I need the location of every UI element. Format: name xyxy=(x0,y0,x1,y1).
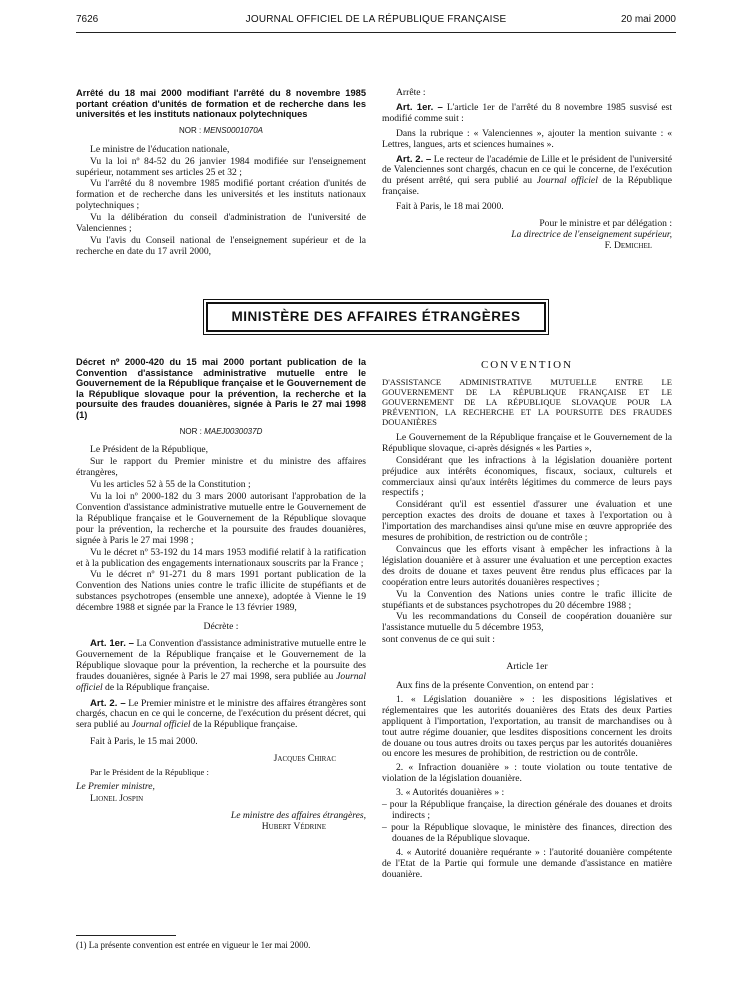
nor-label: NOR : xyxy=(178,125,204,135)
page-header xyxy=(76,14,676,30)
ministry-heading: MINISTÈRE DES AFFAIRES ÉTRANGÈRES xyxy=(206,302,546,332)
decret-article-2 xyxy=(76,699,366,732)
definition-1: 1. « Législation douanière » : les dispositions législatives et réglementaires que les autorités douanières des Etats des deux Parties appliquent à l'importation, l'exportation, au transit de marchandises ou à tout autre régime douanier, que lesdites dispositions concernent les droits de douane ou tous autres droits ou taxes perçus par les autorités douanières ou encore les mesures de prohibition, de restriction ou de contrôle. xyxy=(382,693,672,760)
arrete-word: Arrête : xyxy=(396,87,426,98)
header-rule xyxy=(76,32,676,33)
definition-2: 2. « Infraction douanière » : toute violation ou toute tentative de violation de la législation douanière. xyxy=(382,762,672,785)
premier-ministre-title: Le Premier ministre, xyxy=(76,780,155,792)
page-number: 7626 xyxy=(76,14,99,25)
journal-title: JOURNAL OFFICIEL DE LA RÉPUBLIQUE FRANÇAISE xyxy=(245,14,507,25)
footnote: (1) La présente convention est entrée en vigueur le 1er mai 2000. xyxy=(76,940,311,950)
article-label: Art. 1er. – xyxy=(90,637,134,649)
par-le-president: Par le Président de la République : xyxy=(90,767,209,778)
footnote-rule xyxy=(76,935,176,936)
arrete-signataire: F. Demichel xyxy=(604,239,652,251)
definition-4: 4. « Autorité douanière requérante » : l'autorité douanière compétente de l'Etat de la Partie qui formule une demande d'assistance en matière douanière. xyxy=(382,846,672,880)
nor-label: NOR : xyxy=(179,426,205,436)
convention-para: Convaincus que les efforts visant à empêcher les infractions à la législation douanière et à assurer une évaluation et une perception exactes des droits de douane et taxes peuvent être rendus plus efficaces par la coopération entre leurs autorités douanières respectives ; xyxy=(382,543,672,588)
article-label: Art. 2. – xyxy=(90,697,126,709)
arrete-right-column xyxy=(382,88,672,252)
ministre-title: Le ministre des affaires étrangères, xyxy=(230,809,366,821)
article-text: Le Premier ministre et le ministre des affaires étrangères sont chargés, chacun en ce qui le concerne, de l'exécution du présent décret, qui sera publié au xyxy=(76,697,366,731)
arrete-pour: Pour le ministre et par délégation : xyxy=(539,218,672,230)
decret-column xyxy=(76,357,366,833)
convention-subtitle: D'ASSISTANCE ADMINISTRATIVE MUTUELLE ENTRE LE GOUVERNEMENT DE LA RÉPUBLIQUE FRANÇAISE ET LE GOUVERNEMENT DE LA RÉPUBLIQUE SLOVAQUE POUR LA PRÉVENTION, LA RECHERCHE ET LA POURSUITE DES FRAUDES DOUANIÈRES xyxy=(382,376,672,427)
decret-para: Vu la loi nº 2000-182 du 3 mars 2000 autorisant l'approbation de la Convention d'assistance administrative mutuelle entre le Gouvernement de la République française et le Gouvernement de la République slovaque pour la prévention, la recherche et la poursuite des fraudes douanières, signée à Paris le 27 mai 1998 ; xyxy=(76,491,366,546)
president-name: Jacques Chirac xyxy=(273,753,336,765)
article-label: Art. 1er. – xyxy=(396,101,443,113)
definition-3: 3. « Autorités douanières » : xyxy=(396,787,505,799)
arrete-para: Vu l'avis du Conseil national de l'enseignement supérieur et de la recherche en date du 17 avril 2000, xyxy=(76,234,366,257)
definition-3a: – pour la République française, la direction générale des douanes et droits indirects ; xyxy=(382,799,672,821)
decret-para: Vu les articles 52 à 55 de la Constitution ; xyxy=(90,479,251,491)
decret-title: Décret nº 2000-420 du 15 mai 2000 portant publication de la Convention d'assistance administrative mutuelle entre le Gouvernement de la République française et le Gouvernement de la République slovaque pour la prévention, la recherche et la poursuite des fraudes douanières, signée à Paris le 27 mai 1998 (1) xyxy=(76,357,366,420)
issue-date: 20 mai 2000 xyxy=(620,14,676,25)
nor-code: MAEJ0030037D xyxy=(204,426,263,436)
convention-para: Considérant que les infractions à la législation douanière portent préjudice aux intérêts économiques, fiscaux, sociaux, culturels et commerciaux ainsi qu'aux intérêts légitimes du commerce de leurs pays respectifs ; xyxy=(382,454,672,499)
decret-nor xyxy=(76,427,366,438)
nor-code: MENS0001070A xyxy=(203,125,264,135)
article-text: de la République française. xyxy=(382,175,672,198)
arrete-article-1 xyxy=(382,103,672,125)
decret-para: Sur le rapport du Premier ministre et du ministre des affaires étrangères, xyxy=(76,456,366,479)
article-text: L'article 1er de l'arrêté du 8 novembre 1985 susvisé est modifié comme suit : xyxy=(382,101,672,124)
article-text: Le recteur de l'académie de Lille et le président de l'université de Valenciennes sont chargés, chacun en ce qui le concerne, de l'exécution du présent arrêté, qui sera publié au xyxy=(382,153,672,187)
decret-article-1 xyxy=(76,639,366,694)
decret-fait: Fait à Paris, le 15 mai 2000. xyxy=(90,736,198,748)
arrete-fait: Fait à Paris, le 18 mai 2000. xyxy=(396,201,504,213)
arrete-nor xyxy=(76,126,366,137)
arrete-article-2 xyxy=(382,155,672,199)
arrete-para: Le ministre de l'éducation nationale, xyxy=(90,143,230,155)
arrete-article-1-detail: Dans la rubrique : « Valenciennes », ajouter la mention suivante : « Lettres, langues, arts et sciences humaines ». xyxy=(382,127,672,150)
sont-convenus: sont convenus de ce qui suit : xyxy=(382,634,495,646)
journal-officiel-ref: Journal officiel xyxy=(131,719,191,731)
article-text: de la République française. xyxy=(102,681,210,693)
article-text: La Convention d'assistance administrative mutuelle entre le Gouvernement de la République française et le Gouvernement de la République slovaque pour la prévention, la recherche et la poursuite des fraudes douanières, signée à Paris le 27 mai 1998, sera publiée au xyxy=(76,637,366,682)
decret-decrete: Décrète : xyxy=(203,621,239,633)
premier-ministre-name: Lionel Jospin xyxy=(90,792,144,804)
ministre-name: Hubert Védrine xyxy=(261,820,326,832)
article-text: de la République française. xyxy=(190,719,298,731)
decret-para: Le Président de la République, xyxy=(90,444,209,456)
journal-officiel-ref: Journal officiel xyxy=(76,670,366,693)
journal-officiel-ref: Journal officiel xyxy=(536,175,598,187)
arrete-para: Vu la délibération du conseil d'administration de l'université de Valenciennes ; xyxy=(76,212,366,235)
convention-para: Considérant qu'il est essentiel d'assurer une évaluation et une perception exactes des droits de douane et taxes à l'exportation ou à l'importation des marchandises ainsi qu'une mise en œuvre appropriée des mesures de prohibition, de restriction ou de contrôle ; xyxy=(382,499,672,544)
aux-fins: Aux fins de la présente Convention, on entend par : xyxy=(396,680,594,692)
arrete-title: Arrêté du 18 mai 2000 modifiant l'arrêté du 8 novembre 1985 portant création d'unités de formation et de recherche dans les universités et les instituts nationaux polytechniques xyxy=(76,88,366,120)
convention-para: Vu les recommandations du Conseil de coopération douanière sur l'assistance mutuelle du 5 décembre 1953, xyxy=(382,611,672,634)
arrete-para: Vu la loi nº 84-52 du 26 janvier 1984 modifiée sur l'enseignement supérieur, notamment ses articles 25 et 32 ; xyxy=(76,155,366,178)
article-1-heading: Article 1er xyxy=(506,661,548,673)
definition-3b: – pour la République slovaque, le ministère des finances, direction des douanes de la République slovaque. xyxy=(382,821,672,844)
convention-title: CONVENTION xyxy=(480,359,574,371)
decret-para: Vu le décret nº 91-271 du 8 mars 1991 portant publication de la Convention des Nations unies contre le trafic illicite de stupéfiants et de substances psychotropes (ensemble une annexe), adoptée à Vienne le 19 décembre 1988 et signée par la France le 13 février 1989, xyxy=(76,569,366,614)
convention-column xyxy=(382,360,672,881)
decret-para: Vu le décret nº 53-192 du 14 mars 1953 modifié relatif à la ratification et à la publication des engagements internationaux souscrits par la France ; xyxy=(76,546,366,569)
arrete-para: Vu l'arrêté du 8 novembre 1985 modifié portant création d'unités de formation et de recherche dans les universités et les instituts nationaux polytechniques ; xyxy=(76,178,366,212)
convention-para: Le Gouvernement de la République française et le Gouvernement de la République slovaque, ci-après désignés « les Parties », xyxy=(382,431,672,454)
arrete-left-column xyxy=(76,88,366,259)
article-label: Art. 2. – xyxy=(396,153,432,165)
arrete-directrice: La directrice de l'enseignement supérieur, xyxy=(511,228,672,240)
convention-para: Vu la Convention des Nations unies contre le trafic illicite de stupéfiants et de substances psychotropes du 20 décembre 1988 ; xyxy=(382,588,672,611)
